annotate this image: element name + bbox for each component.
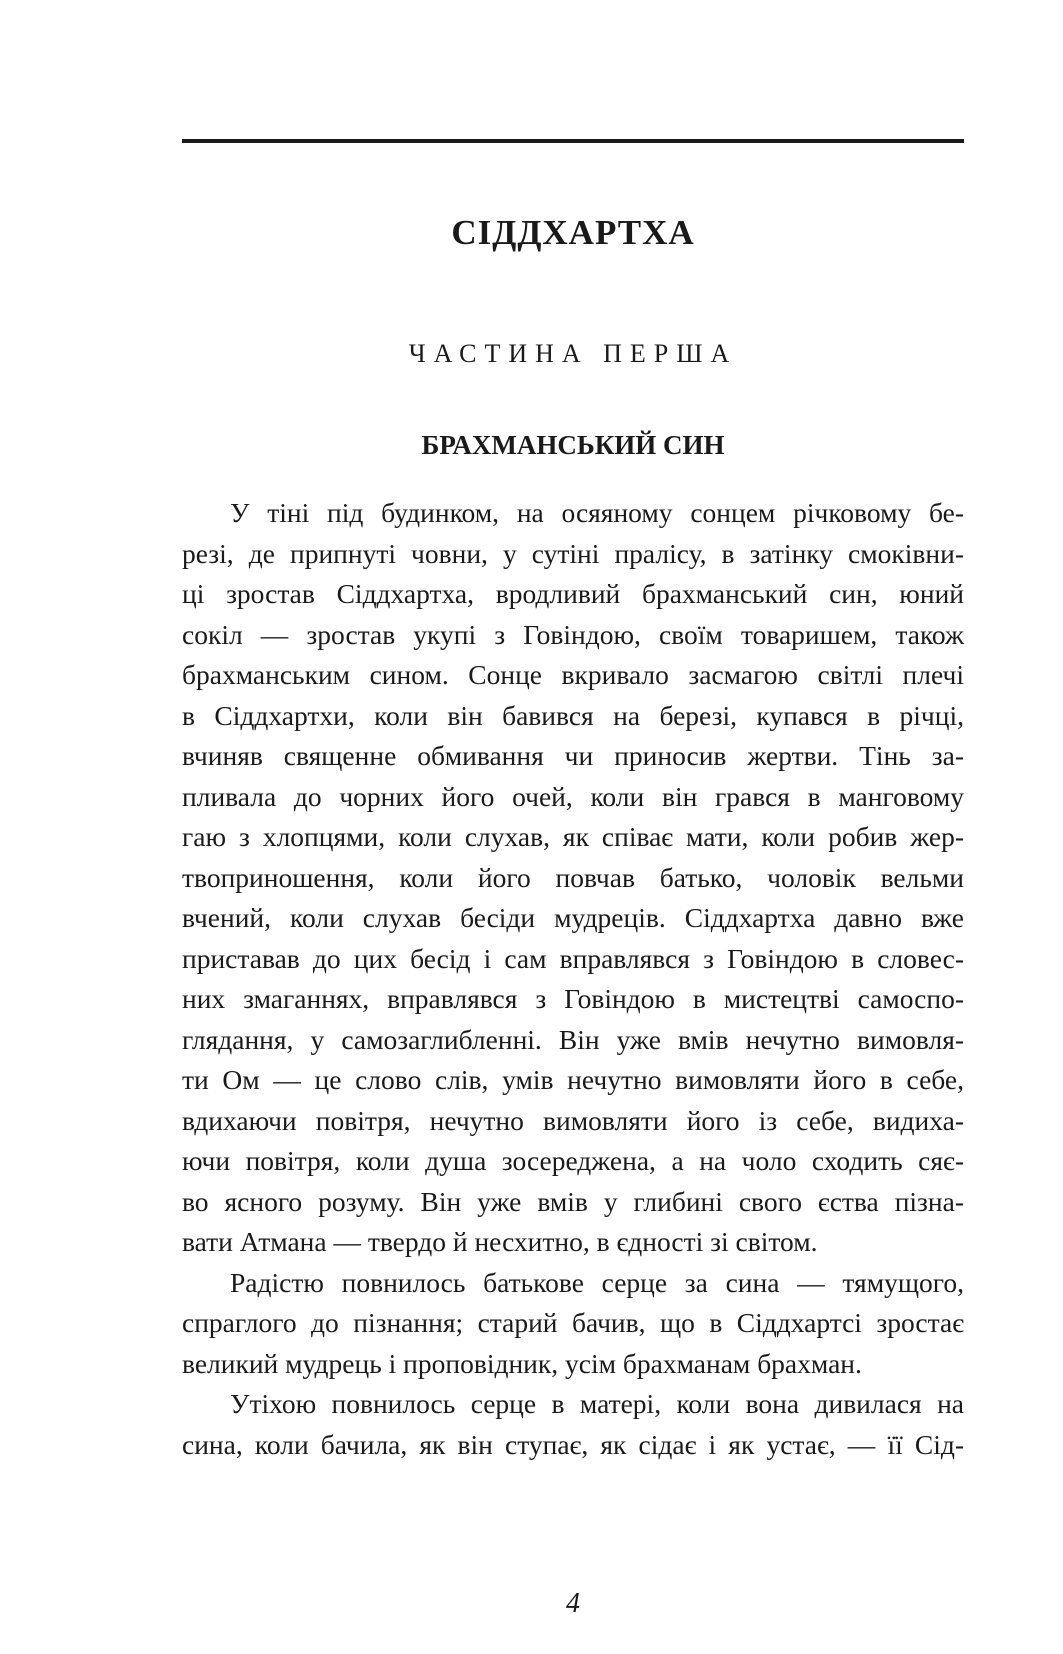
text-line: ти Ом — це слово слів, умів нечутно вимовляти його в себе, — [182, 1064, 964, 1095]
header-rule — [182, 139, 964, 143]
paragraph — [182, 1384, 964, 1465]
body-text — [182, 493, 964, 1465]
page-number: 4 — [566, 1588, 580, 1619]
part-title: ЧАСТИНА ПЕРША — [408, 339, 738, 368]
text-line: ючи повітря, коли душа зосереджена, а на чоло сходить сяє- — [182, 1145, 964, 1176]
text-line: ці зростав Сіддхартха, вродливий брахманський син, юний — [182, 578, 964, 609]
text-line: приставав до цих бесід і сам вправлявся з Говіндою в словес- — [182, 942, 964, 974]
text-line: глядання, у самозаглибленні. Він уже вмів нечутно вимовля- — [182, 1023, 964, 1055]
text-line: во ясного розуму. Він уже вмів у глибині свого єства пізна- — [182, 1185, 964, 1217]
text-line: вчений, коли слухав бесіди мудреців. Сіддхартха давно вже — [182, 902, 964, 933]
text-line: вчиняв священне обмивання чи приносив жертви. Тінь за- — [182, 740, 964, 771]
text-line: вдихаючи повітря, нечутно вимовляти його із себе, видиха- — [182, 1104, 964, 1136]
text-line: сокіл — зростав укупі з Говіндою, своїм товаришем, також — [182, 618, 964, 650]
text-line: Радістю повнилось батькове серце за сина — тямущого, — [230, 1266, 964, 1298]
text-line: твоприношення, коли його повчав батько, чоловік вельми — [182, 861, 964, 893]
text-line: великий мудрець і проповідник, усім брахманам брахман. — [182, 1347, 862, 1379]
text-line: вати Атмана — твердо й несхитно, в єдності зі світом. — [182, 1226, 818, 1257]
text-line: гаю з хлопцями, коли слухав, як співає мати, коли робив жер- — [182, 821, 964, 852]
text-line: сина, коли бачила, як він ступає, як сідає і як устає, — її Сід- — [182, 1428, 964, 1460]
text-line: них змаганнях, вправлявся з Говіндою в мистецтві самоспо- — [182, 983, 964, 1014]
text-line: брахманським сином. Сонце вкривало засмагою світлі плечі — [182, 659, 964, 690]
text-line: в Сіддхартхи, коли він бавився на березі, купався в річці, — [182, 699, 964, 731]
text-line: Утіхою повнилось серце в матері, коли вона дивилася на — [230, 1388, 964, 1419]
chapter-title: БРАХМАНСЬКИЙ СИН — [421, 430, 725, 460]
text-line: пливала до чорних його очей, коли він грався в манговому — [182, 780, 964, 812]
paragraph — [182, 493, 964, 1263]
text-line: резі, де припнуті човни, у сутіні пралісу, в затінку смоківни- — [182, 537, 964, 569]
text-line: спраглого до пізнання; старий бачив, що в Сіддхартсі зростає — [182, 1307, 964, 1338]
paragraph — [182, 1263, 964, 1385]
book-title: СІДДХАРТХА — [451, 213, 695, 252]
text-line: У тіні під будинком, на осяяному сонцем річковому бе- — [230, 497, 964, 528]
